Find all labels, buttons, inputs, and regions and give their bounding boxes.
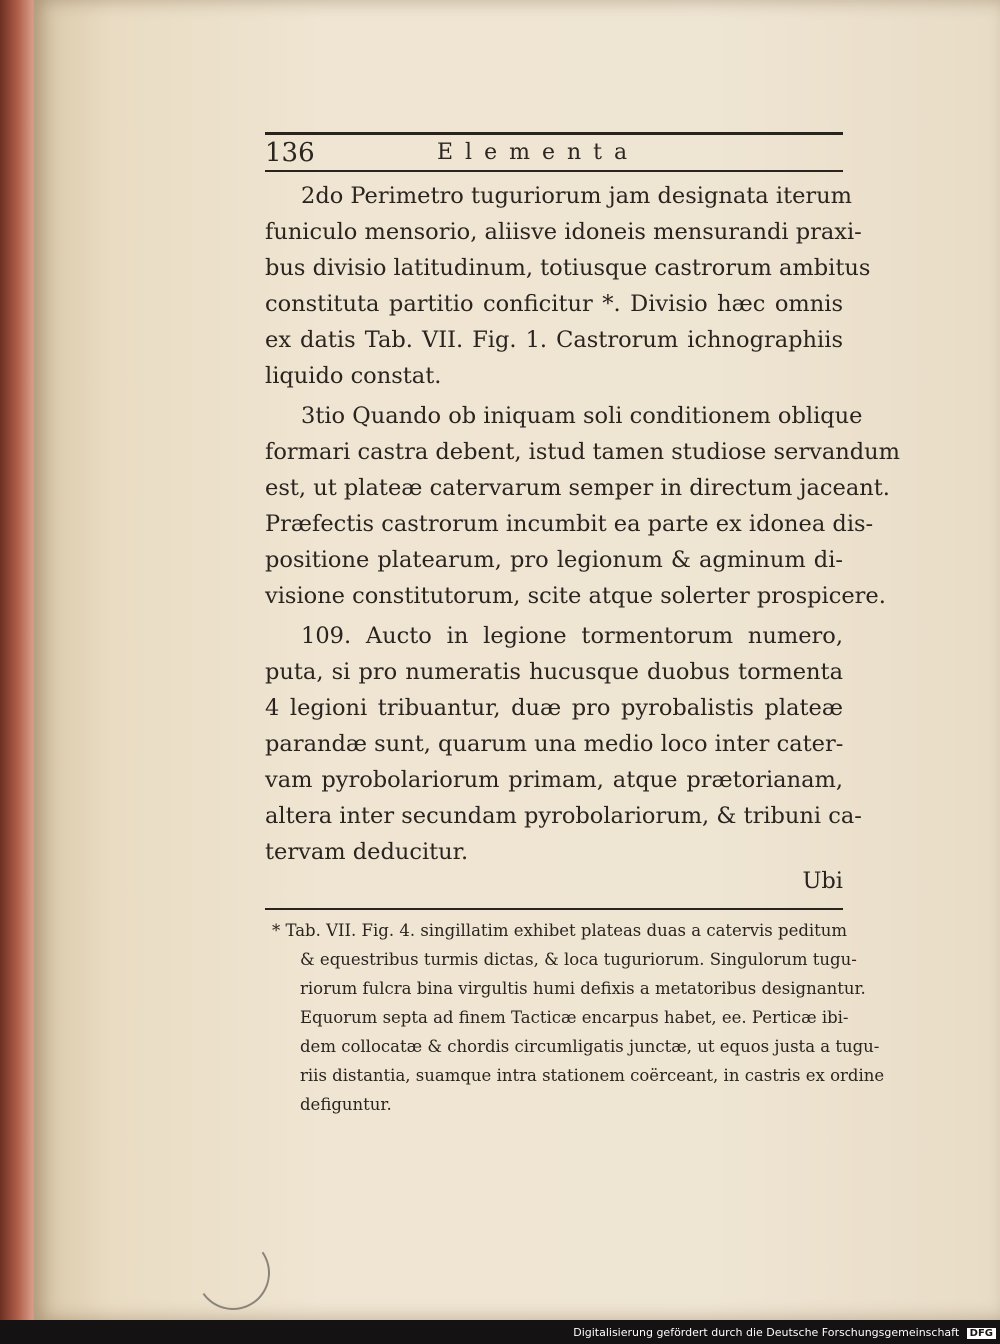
text-line: 2do Perimetro tuguriorum jam designata iterum [301,183,853,209]
digitization-credit [573,1326,996,1339]
text-line: 109. Aucto in legione tormentorum numero, [301,623,843,649]
footnote-line: * Tab. VII. Fig. 4. singillatim exhibet plateas duas a catervis peditum [272,921,848,940]
footnote-line: riorum fulcra bina virgultis humi defixis a metatoribus designantur. [300,979,866,998]
text-line: 3tio Quando ob iniquam soli conditionem oblique [301,403,863,429]
header-rule-bottom [265,170,843,172]
footnote [272,916,885,1119]
footnote-line: dem collocatæ & chordis circumligatis junctæ, ut equos justa a tugu- [300,1037,880,1056]
text-line: Præfectis castrorum incumbit ea parte ex idonea dis- [265,511,874,537]
text-line: visione constitutorum, scite atque solerter prospicere. [265,583,886,609]
text-line: altera inter secundam pyrobolariorum, & tribuni ca- [265,803,862,829]
credit-text: Digitalisierung gefördert durch die Deutsche Forschungsgemeinschaft [573,1326,960,1339]
text-line: vam pyrobolariorum primam, atque prætorianam, [265,767,843,793]
paragraph-3tio [265,398,900,614]
text-line: parandæ sunt, quarum una medio loco inter cater- [265,731,844,757]
text-line: liquido constat. [265,363,442,389]
paragraph-109 [265,618,862,870]
catchword: Ubi [802,868,843,894]
text-line: ex datis Tab. VII. Fig. 1. Castrorum ichnographiis [265,327,843,353]
text-line: puta, si pro numeratis hucusque duobus tormenta [265,659,843,685]
footnote-rule [265,908,843,910]
footnote-line: defiguntur. [300,1095,392,1114]
text-line: formari castra debent, istud tamen studiose servandum [265,439,900,465]
text-line: bus divisio latitudinum, totiusque castrorum ambitus [265,255,871,281]
footnote-line: Equorum septa ad finem Tacticæ encarpus habet, ee. Perticæ ibi- [300,1008,849,1027]
text-line: constituta partitio conficitur *. Divisio hæc omnis [265,291,843,317]
header-rule-top [265,132,843,135]
footnote-line: riis distantia, suamque intra stationem coërceant, in castris ex ordine [300,1066,885,1085]
page-number: 136 [265,138,315,168]
text-line: est, ut plateæ catervarum semper in directum jaceant. [265,475,890,501]
paragraph-2do [265,178,871,394]
running-head: Elementa [437,140,640,165]
dfg-logo: DFG [967,1328,996,1339]
text-line: funiculo mensorio, aliisve idoneis mensurandi praxi- [265,219,862,245]
page-header [265,136,843,172]
footnote-line: & equestribus turmis dictas, & loca tuguriorum. Singulorum tugu- [300,950,857,969]
text-line: positione platearum, pro legionum & agminum di- [265,547,843,573]
text-line: tervam deducitur. [265,839,469,865]
text-line: 4 legioni tribuantur, duæ pro pyrobalistis plateæ [265,695,843,721]
body-text [265,178,900,870]
